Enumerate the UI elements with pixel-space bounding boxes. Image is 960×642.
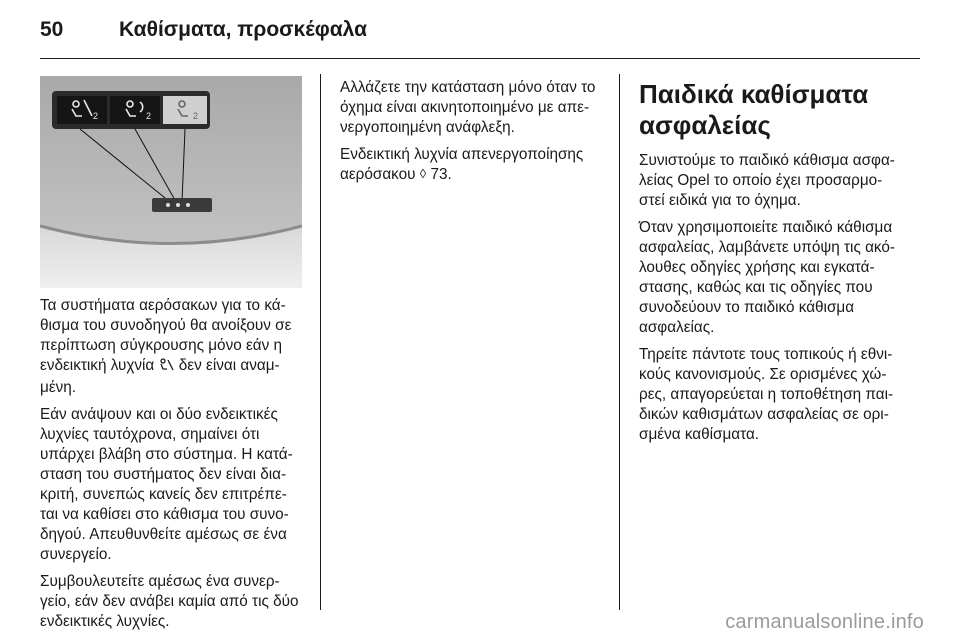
page-reference-link[interactable]: 73. (430, 166, 452, 183)
page-title: Καθίσματα, προσκέφαλα (119, 18, 367, 41)
airbag-off-icon (159, 358, 175, 378)
column-1 (40, 296, 304, 639)
svg-text:2: 2 (93, 111, 99, 121)
page-number: 50 (40, 18, 64, 41)
column-divider-right (619, 74, 620, 610)
paragraph: Τηρείτε πάντοτε τους τοπικούς ή εθνι-κούς κανονισμούς. Σε ορισμένες χώ-ρες, απαγορεύεται η τοποθέτηση παι-δικών καθισμάτων ασφαλείας σε ορι-σμένα καθίσματα. (639, 346, 894, 443)
svg-text:2: 2 (146, 111, 152, 121)
column-divider-left (320, 74, 321, 610)
paragraph-text: δεν είναι αναμ-μένη. (40, 357, 280, 396)
paragraph-text: Τα συστήματα αερόσακων για το κά-θισμα του συνοδηγού θα ανοίξουν σε περίπτωση σύγκρουσης μόνο εάν η ενδεικτική λυχνία (40, 297, 292, 374)
paragraph: Όταν χρησιμοποιείτε παιδικό κάθισμα ασφαλείας, λαμβάνετε υπόψη τις ακό-λουθες οδηγίες χρήσης και εγκατά-στασης, καθώς και τις οδηγίες που συνοδεύουν το παιδικό κάθισμα ασφαλείας. (639, 219, 895, 336)
column-3 (639, 79, 905, 452)
page-reference-icon: ◊ (419, 166, 427, 181)
paragraph: Εάν ανάψουν και οι δύο ενδεικτικές λυχνίες ταυτόχρονα, σημαίνει ότι υπάρχει βλάβη στο σύστημα. Η κατά-σταση του συστήματος δεν είναι δια-κριτή, συνεπώς κανείς δεν επιτρέπε-ται να καθίσει στο κάθισμα του συνο-δηγού. Απευθυνθείτε αμέσως σε ένα συνεργείο. (40, 406, 293, 563)
paragraph (340, 145, 606, 185)
svg-text:2: 2 (193, 111, 199, 121)
column-2 (340, 78, 606, 192)
section-heading: Παιδικά καθίσματα ασφαλείας (639, 79, 869, 140)
header-rule (40, 58, 920, 59)
watermark: carmanualsonline.info (725, 611, 924, 633)
paragraph: Αλλάζετε την κατάσταση μόνο όταν το όχημα είναι ακινητοποιημένο με απε-νεργοποιημένη ανάφλεξη. (340, 79, 596, 136)
overhead-console-photo (40, 76, 302, 288)
paragraph-text: Ενδεικτική λυχνία απενεργοποίησης αερόσακου (340, 146, 584, 183)
paragraph: Συμβουλευτείτε αμέσως ένα συνερ-γείο, εάν δεν ανάβει καμία από τις δύο ενδεικτικές λυχνίες. (40, 573, 299, 630)
paragraph (40, 296, 304, 398)
paragraph: Συνιστούμε το παιδικό κάθισμα ασφα-λείας Opel το οποίο έχει προσαρμο-στεί ειδικά για το όχημα. (639, 152, 895, 209)
